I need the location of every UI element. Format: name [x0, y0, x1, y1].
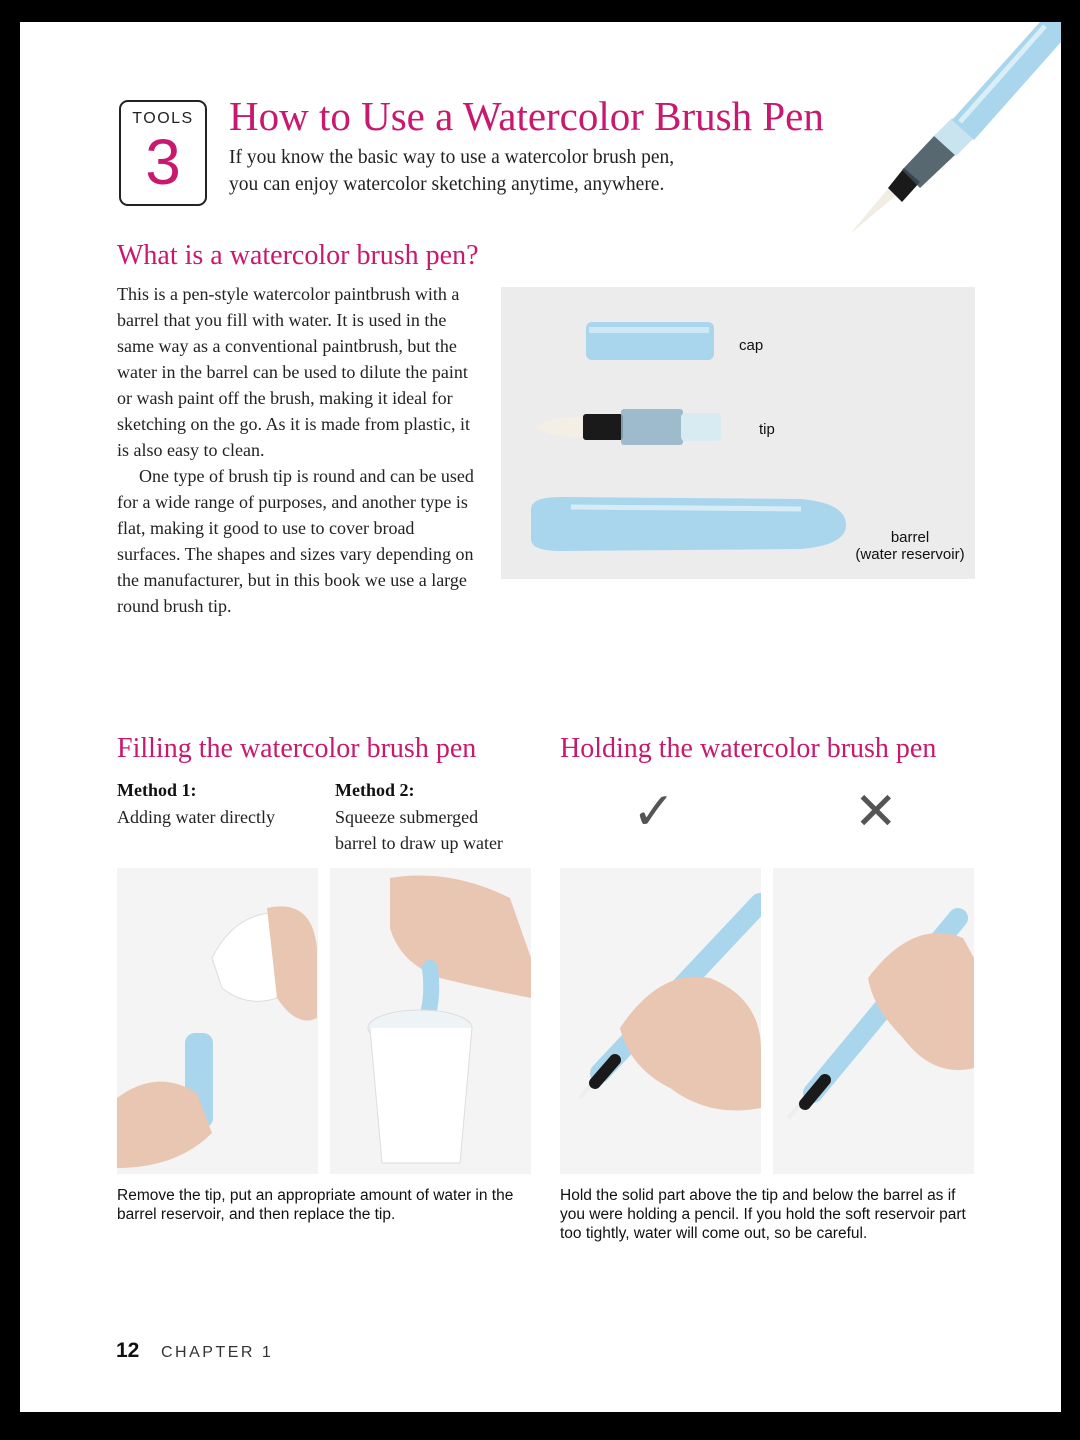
subtitle-line-1: If you know the basic way to use a watercolor brush pen,: [229, 147, 675, 168]
page-number: 12: [116, 1339, 140, 1362]
submerged-barrel-illustration: [330, 868, 531, 1174]
correct-hold-illustration: [560, 868, 761, 1174]
tools-badge: [119, 100, 207, 206]
method-2-title: Method 2:: [335, 780, 415, 800]
what-is-heading: What is a watercolor brush pen?: [117, 240, 479, 271]
subtitle-line-2: you can enjoy watercolor sketching anytime, anywhere.: [229, 174, 665, 195]
page-title: How to Use a Watercolor Brush Pen: [229, 93, 824, 139]
what-is-body: [117, 281, 481, 619]
incorrect-hold-photo: [773, 868, 974, 1174]
book-page: [20, 22, 1061, 1412]
correct-check-icon: ✓: [632, 782, 676, 842]
what-is-paragraph-2: One type of brush tip is round and can be used for a wide range of purposes, and another type is flat, making it good to use to cover broad surfaces. The shapes and sizes vary depending on the manufacturer, but in this book we use a large round brush tip.: [117, 466, 474, 616]
page-subtitle: [229, 144, 674, 198]
filling-caption: Remove the tip, put an appropriate amount of water in the barrel reservoir, and then replace the tip.: [117, 1187, 514, 1223]
incorrect-hold-illustration: [773, 868, 974, 1174]
pouring-water-illustration: [117, 868, 318, 1174]
filling-heading: Filling the watercolor brush pen: [117, 733, 477, 764]
correct-hold-photo: [560, 868, 761, 1174]
pen-parts-photo: [501, 287, 975, 579]
tools-label: TOOLS: [132, 110, 194, 127]
brush-pen-illustration: [840, 22, 1061, 237]
what-is-paragraph-1: This is a pen-style watercolor paintbrush with a barrel that you fill with water. It is used in the same way as a conventional paintbrush, but the water in the barrel can be used to dilute the paint or wash paint off the brush, making it ideal for sketching on the go. As it is made from plastic, it is also easy to clean.: [117, 284, 470, 460]
label-cap: cap: [739, 337, 764, 354]
method-2-desc: [335, 804, 503, 856]
method-2-desc-line-2: barrel to draw up water: [335, 833, 503, 853]
wrong-cross-icon: ✕: [854, 782, 898, 842]
chapter-label: CHAPTER 1: [161, 1344, 274, 1361]
method-2-desc-line-1: Squeeze submerged: [335, 807, 479, 827]
holding-heading: Holding the watercolor brush pen: [560, 733, 937, 764]
label-barrel-line-1: barrel: [890, 529, 930, 546]
method-1-desc: Adding water directly: [117, 807, 275, 827]
label-tip: tip: [759, 421, 775, 438]
method-1-photo: [117, 868, 318, 1174]
method-2-photo: [330, 868, 531, 1174]
method-1-title: Method 1:: [117, 780, 197, 800]
label-barrel: [846, 529, 974, 563]
tools-number: 3: [145, 126, 181, 198]
label-barrel-line-2: (water reservoir): [855, 546, 965, 563]
holding-caption: Hold the solid part above the tip and below the barrel as if you were holding a pencil. If you hold the soft reservoir part too tightly, water will come out, so be careful.: [560, 1187, 966, 1242]
